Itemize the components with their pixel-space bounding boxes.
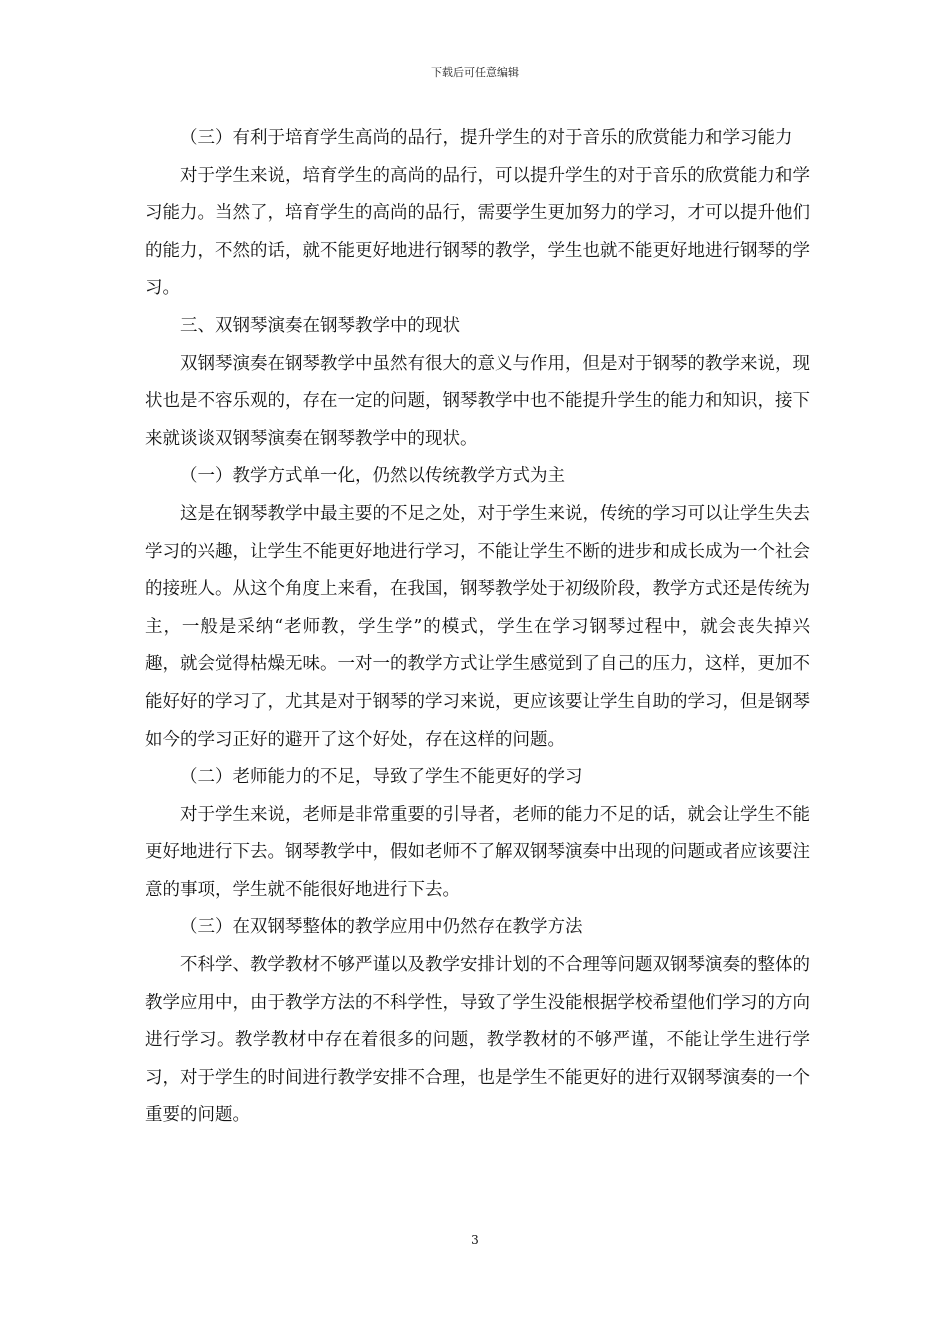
section-heading-teacher-ability: （二）老师能力的不足，导致了学生不能更好的学习 [180, 767, 583, 788]
paragraph-teaching-method: 这是在钢琴教学中最主要的不足之处，对于学生来说，传统的学习可以让学生失去学习的兴趣，让学生不能更好地进行学习，不能让学生不断的进步和成长成为一个社会的接班人。从这个角度上来看，在我国，钢琴教学处于初级阶段，教学方式还是传统为主，一般是采纳“老师教，学生学”的模式，学生在学习钢琴过程中，就会丧失掉兴趣，就会觉得枯燥无味。一对一的教学方式让学生感觉到了自己的压力，这样，更加不能好好的学习了，尤其是对于钢琴的学习来说，更应该要让学生自助的学习，但是钢琴如今的学习正好的避开了这个好处，存在这样的问题。 [145, 503, 810, 750]
paragraph-teaching-application: 不科学、教学教材不够严谨以及教学安排计划的不合理等问题双钢琴演奏的整体的教学应用中，由于教学方法的不科学性，导致了学生没能根据学校希望他们学习的方向进行学习。教学教材中存在着很多的问题，教学教材的不够严谨，不能让学生进行学习，对于学生的时间进行教学安排不合理，也是学生不能更好的进行双钢琴演奏的一个重要的问题。 [145, 955, 810, 1126]
section-heading-teaching-method: （一）教学方式单一化，仍然以传统教学方式为主 [180, 466, 565, 487]
paragraph-moral-cultivation: 对于学生来说，培育学生的高尚的品行，可以提升学生的对于音乐的欣赏能力和学习能力。当然了，培育学生的高尚的品行，需要学生更加努力的学习，才可以提升他们的能力，不然的话，就不能更好地进行钢琴的教学，学生也就不能更好地进行钢琴的学习。 [145, 165, 810, 299]
paragraph-current-status: 双钢琴演奏在钢琴教学中虽然有很大的意义与作用，但是对于钢琴的教学来说，现状也是不容乐观的，存在一定的问题，钢琴教学中也不能提升学生的能力和知识，接下来就谈谈双钢琴演奏在钢琴教学中的现状。 [145, 353, 810, 449]
section-heading-teaching-application: （三）在双钢琴整体的教学应用中仍然存在教学方法 [180, 917, 583, 938]
section-heading-current-status: 三、双钢琴演奏在钢琴教学中的现状 [180, 315, 460, 336]
page-header: 下载后可任意编辑 [431, 66, 519, 79]
section-heading-moral-cultivation: （三）有利于培育学生高尚的品行，提升学生的对于音乐的欣赏能力和学习能力 [180, 128, 793, 148]
page-number: 3 [471, 1233, 479, 1247]
paragraph-teacher-ability: 对于学生来说，老师是非常重要的引导者，老师的能力不足的话，就会让学生不能更好地进行下去。钢琴教学中，假如老师不了解双钢琴演奏中出现的问题或者应该要注意的事项，学生就不能很好地进行下去。 [145, 804, 810, 900]
document-body [145, 120, 810, 1135]
